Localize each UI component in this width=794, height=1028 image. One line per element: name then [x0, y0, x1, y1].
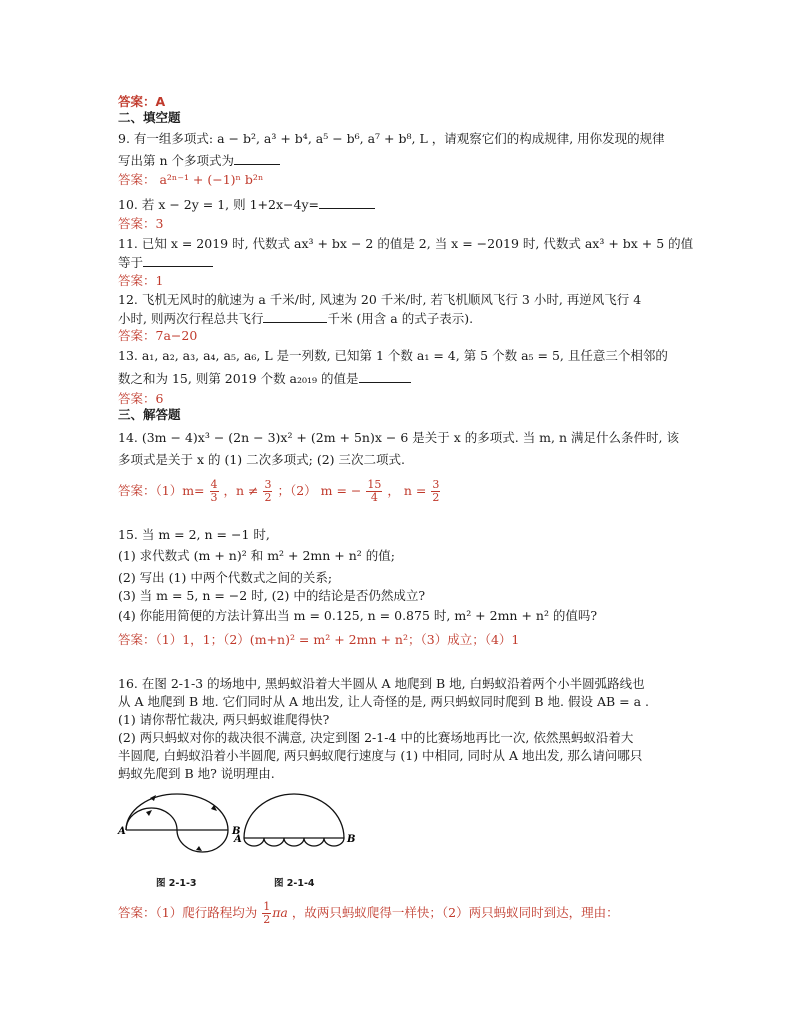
answer-blank — [319, 196, 375, 209]
q16-line3: (1) 请你帮忙裁决, 两只蚂蚁谁爬得快? — [118, 712, 330, 727]
arrow-marker — [211, 805, 217, 811]
answer-10: 答案：3 — [118, 216, 164, 231]
q16-line4: (2) 两只蚂蚁对你的裁决很不满意, 决定到图 2-1-4 中的比赛场地再比一次, 依然黑蚂蚁沿着大 — [118, 730, 634, 745]
q12-line1: 12. 飞机无风时的航速为 a 千米/时, 风速为 20 千米/时, 若飞机顺风飞行 3 小时, 再逆风飞行 4 — [118, 292, 642, 307]
q15-line5: (4) 你能用简便的方法计算出当 m = 0.125, n = 0.875 时, m² + 2mn + n² 的值吗? — [118, 608, 598, 623]
fraction-1-2 — [262, 901, 271, 926]
figure-caption-2: 图 2-1-4 — [274, 878, 315, 889]
q13-line2 — [118, 370, 411, 387]
num: 15 — [367, 478, 382, 491]
fraction-4-3 — [210, 479, 219, 504]
q16-line2: 从 A 地爬到 B 地. 它们同时从 A 地出发, 让人奇怪的是, 两只蚂蚁同时爬到 B 地. 假设 AB = a . — [118, 694, 650, 709]
q14-line2: 多项式是关于 x 的 (1) 二次多项式; (2) 三次二项式. — [118, 452, 405, 467]
num: 4 — [210, 478, 218, 491]
label-b: B — [347, 834, 356, 845]
label-b: B — [232, 826, 241, 837]
q9-line1: 9. 有一组多项式: a − b², a³ + b⁴, a⁵ − b⁶, a⁷ + b⁸, L ，请观察它们的构成规律, 用你发现的规律 — [118, 131, 665, 146]
q16-line1: 16. 在图 2-1-3 的场地中, 黑蚂蚁沿着大半圆从 A 地爬到 B 地, 白蚂蚁沿着两个小半圆弧路线也 — [118, 676, 645, 691]
answer-14-d: ， n = — [387, 483, 427, 498]
answer-9: 答案： a²ⁿ⁻¹ + (−1)ⁿ b²ⁿ — [118, 172, 264, 187]
q9-line2 — [118, 152, 280, 169]
fraction-3-2 — [263, 479, 272, 504]
q15-line1: 15. 当 m = 2, n = −1 时, — [118, 527, 270, 542]
den: 2 — [432, 491, 440, 504]
q10-text: 10. 若 x − 2y = 1, 则 1+2x−4y= — [118, 197, 319, 212]
answer-14-c: ；（2） m = − — [277, 483, 362, 498]
answer-16 — [118, 900, 619, 926]
answer-blank — [263, 310, 327, 323]
answer-11: 答案：1 — [118, 273, 164, 288]
figure-caption-1: 图 2-1-3 — [156, 878, 197, 889]
arrow-marker — [196, 846, 202, 851]
big-semicircle — [244, 794, 344, 838]
q10 — [118, 196, 375, 213]
label-a: A — [234, 834, 242, 845]
num: 3 — [264, 478, 272, 491]
pi-a: πa — [272, 905, 288, 920]
answer-14 — [118, 478, 441, 504]
answer-blank — [359, 370, 411, 383]
q15-line3: (2) 写出 (1) 中两个代数式之间的关系; — [118, 570, 333, 585]
answer-blank — [143, 254, 213, 267]
q15-line4: (3) 当 m = 5, n = −2 时, (2) 中的结论是否仍然成立? — [118, 588, 426, 603]
small-semicircles — [244, 838, 344, 846]
den: 3 — [210, 491, 218, 504]
answer-prev: 答案：A — [118, 94, 166, 109]
q13-line1: 13. a₁, a₂, a₃, a₄, a₅, a₆, L 是一列数, 已知第 1 个数 a₁ = 4, 第 5 个数 a₅ = 5, 且任意三个相邻的 — [118, 348, 668, 363]
fraction-3-2-b — [431, 479, 440, 504]
den: 4 — [370, 491, 378, 504]
q12-text-a: 小时, 则两次行程总共飞行 — [118, 311, 264, 326]
arrow-marker — [146, 810, 152, 816]
q16-line5: 半圆爬, 白蚂蚁沿着小半圆爬, 两只蚂蚁爬行速度与 (1) 中相同, 同时从 A 地出发, 那么请问哪只 — [118, 748, 643, 763]
num: 1 — [263, 900, 271, 913]
q15-line2: (1) 求代数式 (m + n)² 和 m² + 2mn + n² 的值; — [118, 548, 395, 563]
answer-12: 答案：7a−20 — [118, 328, 198, 343]
q16-line6: 蚂蚁先爬到 B 地? 说明理由. — [118, 766, 275, 781]
den: 2 — [263, 913, 271, 926]
answer-16-b: ，故两只蚂蚁爬得一样快；（2）两只蚂蚁同时到达，理由： — [291, 905, 619, 920]
q11-line2 — [118, 254, 213, 271]
answer-15: 答案：（1）1，1；（2）(m+n)² = m² + 2mn + n²；（3）成立；（4）1 — [118, 632, 520, 647]
answer-16-a: 答案：（1）爬行路程均为 — [118, 905, 258, 920]
answer-13: 答案：6 — [118, 391, 164, 406]
q12-line2 — [118, 310, 473, 327]
section-2-heading: 二、填空题 — [118, 110, 181, 125]
q11-line1: 11. 已知 x = 2019 时, 代数式 ax³ + bx − 2 的值是 2, 当 x = −2019 时, 代数式 ax³ + bx + 5 的值 — [118, 236, 694, 251]
answer-14-b: ，n ≠ — [223, 483, 259, 498]
label-a: A — [118, 826, 126, 837]
num: 3 — [432, 478, 440, 491]
q13-text: 数之和为 15, 则第 2019 个数 a₂₀₁₉ 的值是 — [118, 371, 359, 386]
small-semicircle-bottom — [177, 830, 228, 852]
answer-blank — [234, 152, 280, 165]
q14-line1: 14. (3m − 4)x³ − (2n − 3)x² + (2m + 5n)x − 6 是关于 x 的多项式. 当 m, n 满足什么条件时, 该 — [118, 430, 679, 445]
q11-text: 等于 — [118, 255, 144, 270]
figure-2-1-4 — [230, 790, 360, 870]
fraction-15-4 — [366, 479, 382, 504]
big-semicircle — [126, 794, 228, 830]
q9-text: 写出第 n 个多项式为 — [118, 153, 234, 168]
section-3-heading: 三、解答题 — [118, 407, 181, 422]
figure-2-1-3 — [116, 790, 246, 870]
answer-14-a: 答案：（1）m= — [118, 483, 205, 498]
den: 2 — [264, 491, 272, 504]
q12-text-b: 千米 (用含 a 的式子表示). — [327, 311, 474, 326]
